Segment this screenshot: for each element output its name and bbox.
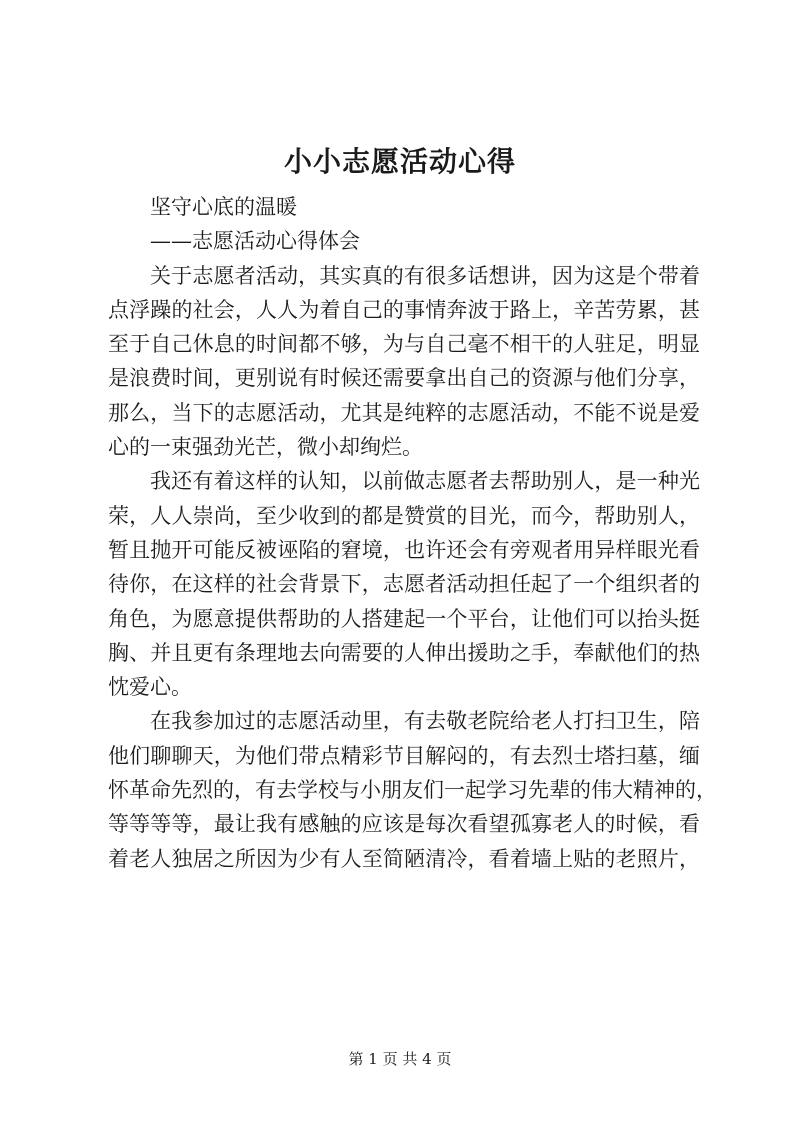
- paragraph-line: 着老人独居之所因为少有人至简陋清冷，看着墙上贴的老照片，: [108, 846, 700, 871]
- paragraph-line: 是浪费时间，更别说有时候还需要拿出自己的资源与他们分享，: [108, 366, 700, 391]
- paragraph-line: 怀革命先烈的，有去学校与小朋友们一起学习先辈的伟大精神的，: [108, 778, 717, 803]
- document-title: 小小志愿活动心得: [283, 145, 516, 178]
- paragraph-2: [108, 464, 700, 704]
- paragraph-line: 心的一束强劲光芒，微小却绚烂。: [108, 435, 423, 460]
- paragraph-line: 关于志愿者活动，其实真的有很多话想讲，因为这是个带着: [150, 263, 700, 288]
- paragraph-line: 他们聊聊天，为他们带点精彩节目解闷的，有去烈士塔扫墓，缅: [108, 743, 700, 768]
- paragraph-line: 角色，为愿意提供帮助的人搭建起一个平台，让他们可以抬头挺: [108, 606, 700, 631]
- paragraph-line: 荣，人人崇尚，至少收到的都是赞赏的目光，而今，帮助别人，: [108, 503, 700, 528]
- paragraph-line: 那么，当下的志愿活动，尤其是纯粹的志愿活动，不能不说是爱: [108, 400, 700, 425]
- page-footer: 第 1 页 共 4 页: [348, 1050, 452, 1068]
- paragraph-1: [108, 259, 700, 465]
- paragraph-3: [108, 704, 717, 875]
- paragraph-line: 点浮躁的社会，人人为着自己的事情奔波于路上，辛苦劳累，甚: [108, 297, 700, 322]
- paragraph-line: 待你，在这样的社会背景下，志愿者活动担任起了一个组织者的: [108, 572, 700, 597]
- document-subtitle: 坚守心底的温暖: [150, 195, 297, 219]
- paragraph-line: 等等等等，最让我有感触的应该是每次看望孤寡老人的时候，看: [108, 812, 700, 837]
- document-body: [108, 190, 717, 876]
- paragraph-line: 忱爱心。: [108, 675, 192, 700]
- paragraph-line: 暂且抛开可能反被诬陷的窘境，也许还会有旁观者用异样眼光看: [108, 537, 700, 562]
- paragraph-line: 我还有着这样的认知，以前做志愿者去帮助别人，是一种光: [150, 469, 700, 494]
- paragraph-line: 至于自己休息的时间都不够，为与自己毫不相干的人驻足，明显: [108, 332, 700, 357]
- paragraph-line: 在我参加过的志愿活动里，有去敬老院给老人打扫卫生，陪: [150, 709, 700, 734]
- paragraph-line: 胸、并且更有条理地去向需要的人伸出援助之手，奉献他们的热: [108, 640, 700, 665]
- document-subheading: ——志愿活动心得体会: [150, 229, 360, 254]
